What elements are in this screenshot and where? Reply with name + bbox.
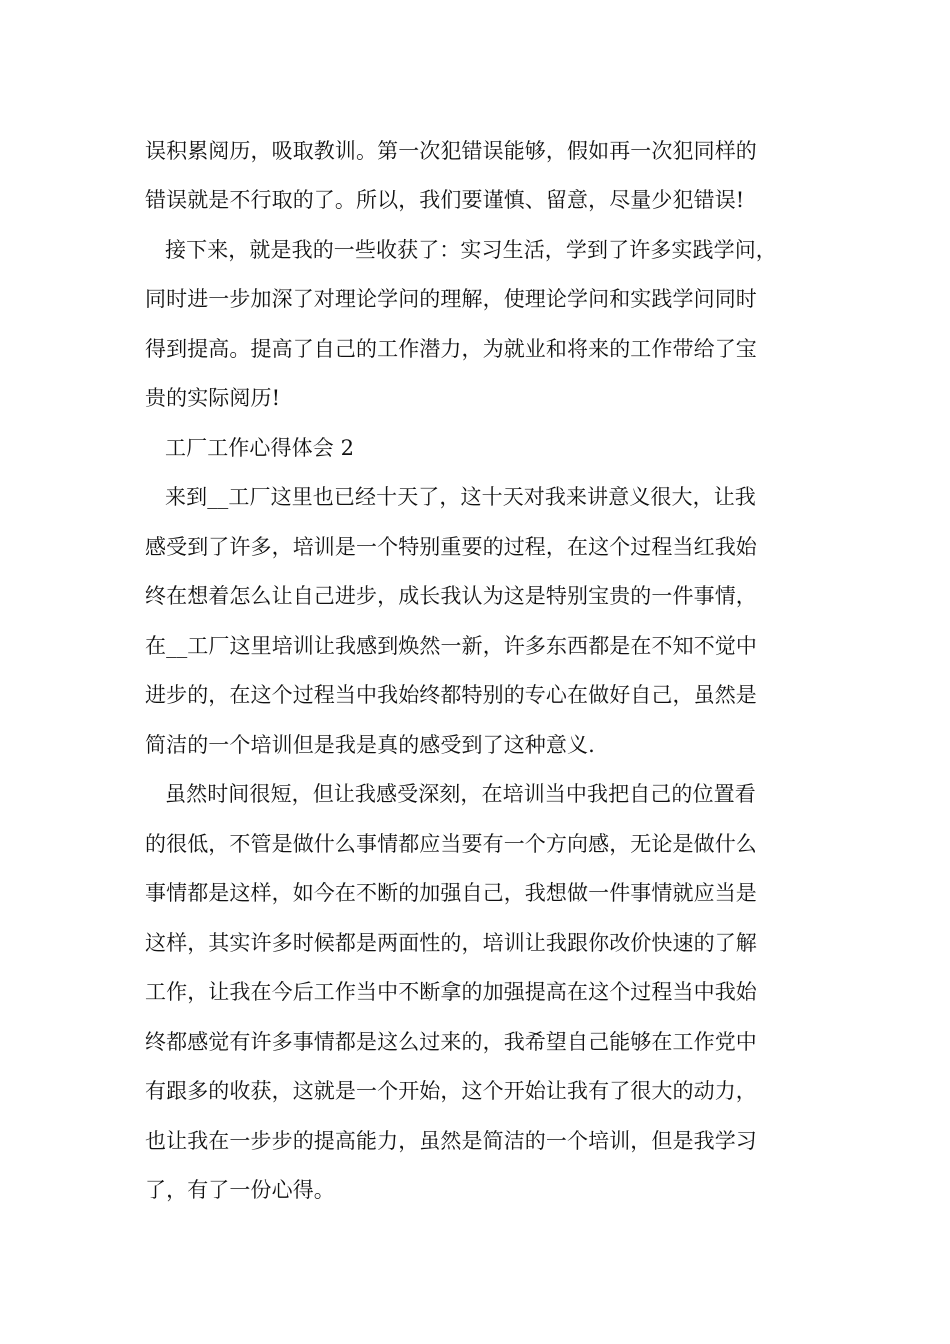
text-line: 了，有了一份心得。 — [145, 1178, 335, 1202]
section-heading: 工厂工作心得体会 2 — [165, 436, 355, 460]
text-line: 工作，让我在今后工作当中不断拿的加强提高在这个过程当中我始 — [145, 980, 757, 1004]
paragraph-start-line: 虽然时间很短，但让我感受深刻，在培训当中我把自己的位置看 — [165, 782, 756, 806]
text-line: 进步的，在这个过程当中我始终都特别的专心在做好自己，虽然是 — [145, 683, 757, 707]
text-line: 也让我在一步步的提高能力，虽然是简洁的一个培训，但是我学习 — [145, 1129, 757, 1153]
text-line: 简洁的一个培训但是我是真的感受到了这种意义. — [145, 733, 595, 757]
text-line: 感受到了许多，培训是一个特别重要的过程，在这个过程当红我始 — [145, 535, 757, 559]
text-line: 这样，其实许多时候都是两面性的，培训让我跟你改价快速的了解 — [145, 931, 757, 955]
text-line: 同时进一步加深了对理论学问的理解，使理论学问和实践学问同时 — [145, 287, 757, 311]
text-line: 终在想着怎么让自己进步，成长我认为这是特别宝贵的一件事情， — [145, 584, 757, 608]
paragraph-start-line: 来到__工厂这里也已经十天了，这十天对我来讲意义很大，让我 — [165, 485, 756, 509]
text-line: 的很低，不管是做什么事情都应当要有一个方向感，无论是做什么 — [145, 832, 757, 856]
text-line: 事情都是这样，如今在不断的加强自己，我想做一件事情就应当是 — [145, 881, 757, 905]
text-line: 得到提高。提高了自己的工作潜力，为就业和将来的工作带给了宝 — [145, 337, 757, 361]
paragraph-start-line: 接下来，就是我的一些收获了：实习生活，学到了许多实践学问， — [165, 238, 777, 262]
text-line: 有跟多的收获，这就是一个开始，这个开始让我有了很大的动力， — [145, 1079, 757, 1103]
text-line: 贵的实际阅历! — [145, 386, 281, 410]
text-line: 错误就是不行取的了。所以，我们要谨慎、留意，尽量少犯错误! — [145, 188, 745, 212]
text-line: 终都感觉有许多事情都是这么过来的，我希望自己能够在工作党中 — [145, 1030, 757, 1054]
text-line: 在__工厂这里培训让我感到焕然一新，许多东西都是在不知不觉中 — [145, 634, 757, 658]
text-line: 误积累阅历，吸取教训。第一次犯错误能够，假如再一次犯同样的 — [145, 139, 757, 163]
